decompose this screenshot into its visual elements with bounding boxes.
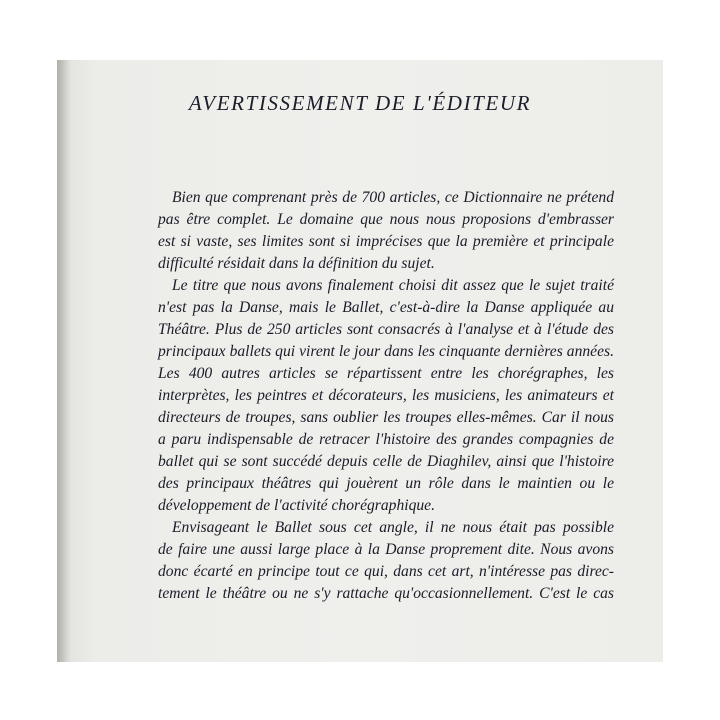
text-line: Les 400 autres articles se répartissent entre les chorégraphes, les [158, 365, 614, 382]
text-line: interprètes, les peintres et décorateurs, les musiciens, les animateurs et [158, 387, 614, 404]
text-line: Le titre que nous avons finalement choisi dit assez que le sujet traité [172, 277, 614, 294]
book-page [57, 60, 663, 662]
text-line: Théâtre. Plus de 250 articles sont consacrés à l'analyse et à l'étude des [158, 321, 614, 338]
text-line: a paru indispensable de retracer l'histoire des grandes compagnies de [158, 431, 614, 448]
page-title: AVERTISSEMENT DE L'ÉDITEUR [188, 91, 532, 115]
text-line: donc écarté en principe tout ce qui, dans cet art, n'intéresse pas direc- [158, 563, 614, 580]
text-line: tement le théâtre ou ne s'y rattache qu'occasionnellement. C'est le cas [158, 585, 614, 602]
text-line: difficulté résidait dans la définition du sujet. [158, 255, 435, 272]
text-line: n'est pas la Danse, mais le Ballet, c'est-à-dire la Danse appliquée au [158, 299, 614, 316]
text-line: pas être complet. Le domaine que nous nous proposions d'embrasser [158, 211, 614, 228]
text-line: directeurs de troupes, sans oublier les troupes elles-mêmes. Car il nous [158, 409, 614, 426]
text-line: Bien que comprenant près de 700 articles, ce Dictionnaire ne prétend [172, 189, 614, 206]
text-line: de faire une aussi large place à la Danse proprement dite. Nous avons [158, 541, 614, 558]
text-line: est si vaste, ses limites sont si imprécises que la première et principale [158, 233, 614, 250]
text-line: ballet qui se sont succédé depuis celle de Diaghilev, ainsi que l'histoire [158, 453, 614, 470]
text-line: des principaux théâtres qui jouèrent un rôle dans le maintien ou le [158, 475, 614, 492]
text-line: Envisageant le Ballet sous cet angle, il ne nous était pas possible [172, 519, 614, 536]
text-line: développement de l'activité chorégraphique. [158, 497, 435, 514]
text-line: principaux ballets qui virent le jour dans les cinquante dernières années. [158, 343, 614, 360]
